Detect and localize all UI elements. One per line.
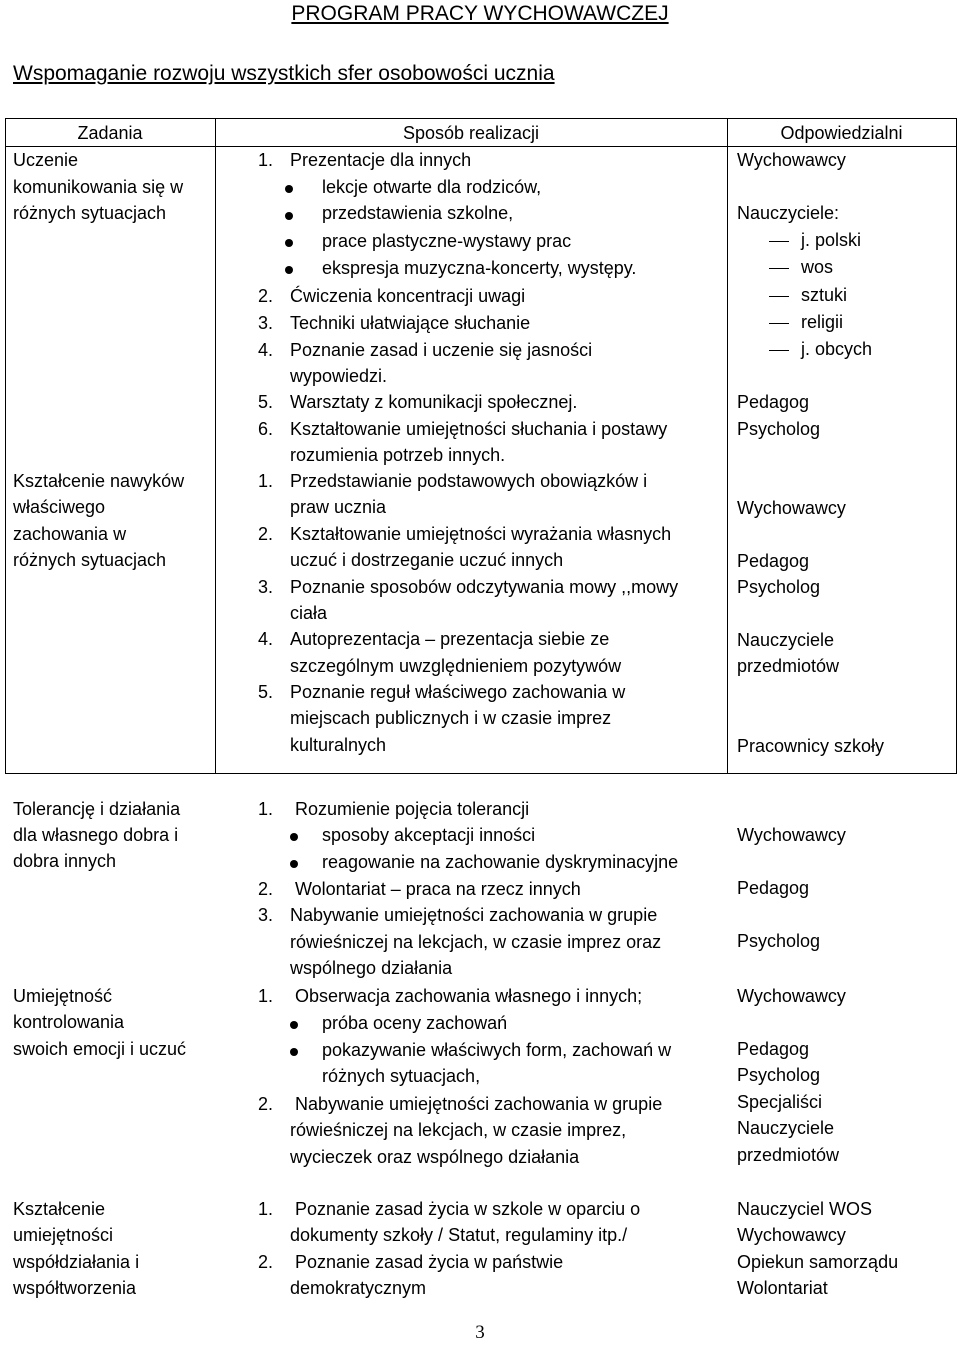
item-text: Autoprezentacja – prezentacja siebie ze	[290, 629, 610, 649]
task-line: Umiejętność	[13, 986, 113, 1006]
subject-line: j. polski	[801, 230, 862, 250]
responsible-line: Psycholog	[737, 577, 821, 597]
table-right-border	[956, 118, 957, 774]
responsible-line: Pedagog	[737, 551, 810, 571]
responsible-line: Wychowawcy	[737, 150, 846, 170]
bullet-icon	[285, 212, 293, 220]
table-top-border	[5, 118, 957, 119]
task-line: współdziałania i	[13, 1252, 140, 1272]
column-divider-1	[215, 118, 216, 774]
responsible-line: Pedagog	[737, 1039, 810, 1059]
item-text: miejscach publicznych i w czasie imprez	[290, 708, 612, 728]
item-text: pokazywanie właściwych form, zachowań w	[322, 1040, 672, 1060]
responsible-line: Wychowawcy	[737, 825, 846, 845]
item-number: 4.	[258, 340, 274, 360]
task-line: Uczenie	[13, 150, 79, 170]
item-text: Poznanie zasad życia w szkole w oparciu o	[295, 1199, 641, 1219]
task-line: komunikowania się w	[13, 177, 184, 197]
subject-line: sztuki	[801, 285, 848, 305]
task-line: swoich emocji i uczuć	[13, 1039, 187, 1059]
item-number: 3.	[258, 905, 274, 925]
responsible-line: Nauczyciele:	[737, 203, 840, 223]
item-number: 5.	[258, 392, 274, 412]
item-text: dokumenty szkoły / Statut, regulaminy itp./	[290, 1225, 628, 1245]
item-number: 1.	[258, 1199, 274, 1219]
task-line: współtworzenia	[13, 1278, 137, 1298]
item-number: 4.	[258, 629, 274, 649]
task-line: umiejętności	[13, 1225, 114, 1245]
item-text: Nabywanie umiejętności zachowania w grupie	[295, 1094, 663, 1114]
item-text: Wolontariat – praca na rzecz innych	[295, 879, 581, 899]
item-number: 1.	[258, 986, 274, 1006]
task-line: różnych sytuacjach	[13, 550, 167, 570]
item-number: 1.	[258, 799, 274, 819]
item-text: przedstawienia szkolne,	[322, 203, 514, 223]
task-line: właściwego	[13, 497, 106, 517]
subject-line: j. obcych	[801, 339, 873, 359]
page-title: PROGRAM PRACY WYCHOWAWCZEJ	[291, 2, 669, 25]
item-text: uczuć i dostrzeganie uczuć innych	[290, 550, 564, 570]
item-number: 2.	[258, 286, 274, 306]
item-text: demokratycznym	[290, 1278, 427, 1298]
item-text: reagowanie na zachowanie dyskryminacyjne	[322, 852, 679, 872]
column-divider-2	[727, 118, 728, 774]
item-number: 6.	[258, 419, 274, 439]
item-number: 5.	[258, 682, 274, 702]
responsible-line: Nauczyciele	[737, 1118, 835, 1138]
section-subtitle: Wspomaganie rozwoju wszystkich sfer osobowości ucznia	[13, 62, 555, 85]
item-text: Poznanie reguł właściwego zachowania w	[290, 682, 626, 702]
responsible-line: Psycholog	[737, 1065, 821, 1085]
responsible-line: Wychowawcy	[737, 1225, 846, 1245]
bullet-icon	[285, 266, 293, 274]
responsible-line: Pedagog	[737, 878, 810, 898]
item-text: prace plastyczne-wystawy prac	[322, 231, 572, 251]
item-text: Rozumienie pojęcia tolerancji	[295, 799, 530, 819]
item-number: 3.	[258, 313, 274, 333]
page-number: 3	[475, 1322, 485, 1343]
column-header-responsible: Odpowiedzialni	[780, 123, 903, 143]
item-text: rówieśniczej na lekcjach, w czasie imprez oraz	[290, 932, 662, 952]
item-number: 1.	[258, 471, 274, 491]
item-number: 2.	[258, 1252, 274, 1272]
subject-line: wos	[801, 257, 834, 277]
responsible-line: Pracownicy szkoły	[737, 736, 885, 756]
item-text: wypowiedzi.	[290, 366, 388, 386]
bullet-icon	[285, 185, 293, 193]
dash-icon	[769, 323, 789, 324]
bullet-icon	[285, 239, 293, 247]
task-line: dobra innych	[13, 851, 117, 871]
dash-icon	[769, 241, 789, 242]
table-left-border	[5, 118, 6, 774]
responsible-line: Wolontariat	[737, 1278, 828, 1298]
dash-icon	[769, 350, 789, 351]
item-number: 2.	[258, 879, 274, 899]
column-header-method: Sposób realizacji	[402, 123, 540, 143]
item-text: praw ucznia	[290, 497, 387, 517]
bullet-icon	[290, 1048, 298, 1056]
item-text: Techniki ułatwiające słuchanie	[290, 313, 531, 333]
responsible-line: Specjaliści	[737, 1092, 823, 1112]
task-line: różnych sytuacjach	[13, 203, 167, 223]
item-text: Kształtowanie umiejętności słuchania i postawy	[290, 419, 668, 439]
task-line: kontrolowania	[13, 1012, 125, 1032]
item-text: Warsztaty z komunikacji społecznej.	[290, 392, 578, 412]
dash-icon	[769, 296, 789, 297]
item-text: wspólnego działania	[290, 958, 453, 978]
item-text: wycieczek oraz wspólnego działania	[290, 1147, 580, 1167]
table-bottom-border	[5, 773, 957, 774]
bullet-icon	[290, 1021, 298, 1029]
responsible-line: Nauczyciele	[737, 630, 835, 650]
responsible-line: Psycholog	[737, 931, 821, 951]
item-text: Przedstawianie podstawowych obowiązków i	[290, 471, 648, 491]
responsible-line: Nauczyciel WOS	[737, 1199, 873, 1219]
item-text: Obserwacja zachowania własnego i innych;	[295, 986, 643, 1006]
item-text: Prezentacje dla innych	[290, 150, 472, 170]
item-text: Poznanie zasad życia w państwie	[295, 1252, 564, 1272]
item-text: Kształtowanie umiejętności wyrażania własnych	[290, 524, 672, 544]
item-text: rówieśniczej na lekcjach, w czasie imprez,	[290, 1120, 627, 1140]
task-line: zachowania w	[13, 524, 127, 544]
item-text: próba oceny zachowań	[322, 1013, 508, 1033]
responsible-line: Opiekun samorządu	[737, 1252, 899, 1272]
column-header-tasks: Zadania	[77, 123, 143, 143]
item-text: Ćwiczenia koncentracji uwagi	[290, 286, 526, 306]
item-text: różnych sytuacjach,	[322, 1066, 481, 1086]
responsible-line: Wychowawcy	[737, 498, 846, 518]
item-text: szczególnym uwzględnieniem pozytywów	[290, 656, 622, 676]
item-text: lekcje otwarte dla rodziców,	[322, 177, 542, 197]
item-text: ciała	[290, 603, 328, 623]
item-number: 2.	[258, 1094, 274, 1114]
responsible-line: przedmiotów	[737, 656, 840, 676]
task-line: Kształcenie nawyków	[13, 471, 185, 491]
responsible-line: przedmiotów	[737, 1145, 840, 1165]
subject-line: religii	[801, 312, 844, 332]
responsible-line: Pedagog	[737, 392, 810, 412]
task-line: Tolerancję i działania	[13, 799, 181, 819]
item-text: Poznanie zasad i uczenie się jasności	[290, 340, 593, 360]
responsible-line: Wychowawcy	[737, 986, 846, 1006]
item-text: ekspresja muzyczna-koncerty, występy.	[322, 258, 637, 278]
item-number: 2.	[258, 524, 274, 544]
bullet-icon	[290, 860, 298, 868]
item-number: 1.	[258, 150, 274, 170]
item-text: rozumienia potrzeb innych.	[290, 445, 506, 465]
dash-icon	[769, 268, 789, 269]
item-text: Poznanie sposobów odczytywania mowy ,,mowy	[290, 577, 679, 597]
bullet-icon	[290, 833, 298, 841]
responsible-line: Psycholog	[737, 419, 821, 439]
item-text: Nabywanie umiejętności zachowania w grupie	[290, 905, 658, 925]
task-line: dla własnego dobra i	[13, 825, 179, 845]
task-line: Kształcenie	[13, 1199, 106, 1219]
item-text: sposoby akceptacji inności	[322, 825, 536, 845]
item-number: 3.	[258, 577, 274, 597]
item-text: kulturalnych	[290, 735, 387, 755]
